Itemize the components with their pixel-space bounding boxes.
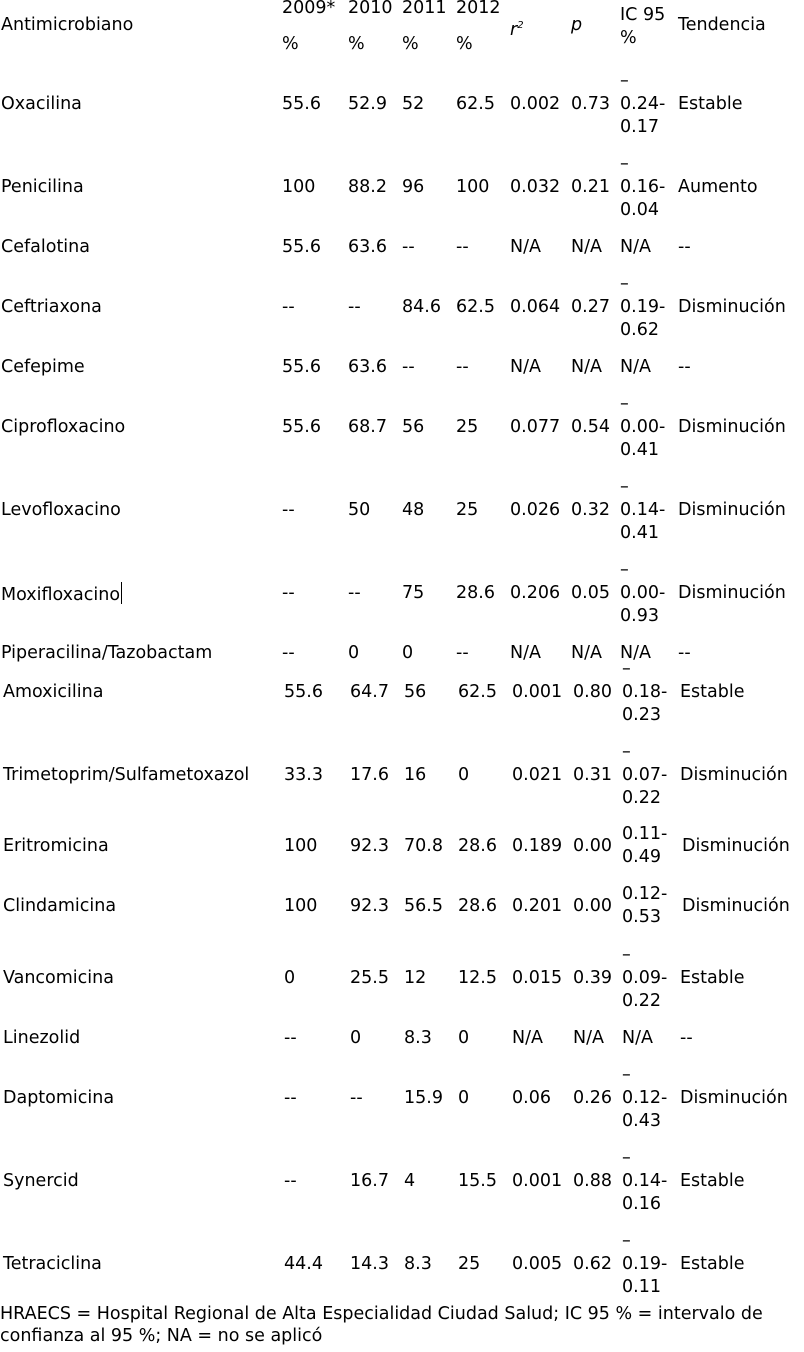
row-value-r2: N/A — [510, 643, 541, 663]
row-antimicrobiano: Cefepime — [1, 357, 85, 377]
row-value-2010: 14.3 — [350, 1254, 389, 1274]
row-value-r2: 0.026 — [510, 500, 561, 520]
row-value-r2: N/A — [510, 357, 541, 377]
row-value-tendencia: -- — [680, 1028, 693, 1048]
row-value-2010: 25.5 — [350, 968, 389, 988]
row-value-2010: 88.2 — [348, 177, 387, 197]
row-value-tendencia: Disminución — [678, 583, 786, 603]
row-value-2009: -- — [282, 583, 295, 603]
row-value-p: 0.31 — [573, 765, 612, 785]
row-value-2012: 12.5 — [458, 968, 497, 988]
row-value-r2: 0.002 — [510, 94, 561, 114]
row-value-2009: 33.3 — [284, 765, 323, 785]
row-value-tendencia: Estable — [680, 682, 745, 702]
row-value-2010: 63.6 — [348, 237, 387, 257]
row-value-r2: N/A — [512, 1028, 543, 1048]
row-antimicrobiano: Piperacilina/Tazobactam — [1, 643, 213, 663]
text-cursor — [121, 582, 122, 604]
row-value-r2: 0.077 — [510, 417, 561, 437]
row-value-p: 0.05 — [571, 583, 610, 603]
row-value-2009: -- — [282, 643, 295, 663]
col-header-2011-unit: % — [402, 34, 419, 54]
row-value-2009: 44.4 — [284, 1254, 323, 1274]
row-value-2009: -- — [282, 500, 295, 520]
row-value-r2: 0.064 — [510, 297, 561, 317]
col-header-2012-unit: % — [456, 34, 473, 54]
row-value-r2: N/A — [510, 237, 541, 257]
row-antimicrobiano: Synercid — [3, 1171, 79, 1191]
row-value-2010: 52.9 — [348, 94, 387, 114]
row-value-p: N/A — [571, 643, 602, 663]
row-value-tendencia: Disminución — [678, 297, 786, 317]
row-value-p: 0.00 — [573, 896, 612, 916]
row-value-2009: 55.6 — [282, 94, 321, 114]
row-value-2009: 55.6 — [282, 417, 321, 437]
row-value-tendencia: Aumento — [678, 177, 758, 197]
row-antimicrobiano: Moxifloxacino — [1, 582, 122, 607]
row-value-2011: 56 — [404, 682, 427, 702]
row-value-p: 0.54 — [571, 417, 610, 437]
row-value-ic95: – 0.00- 0.93 — [620, 560, 666, 626]
col-header-ic95: IC 95 % — [620, 5, 666, 48]
row-value-2011: 8.3 — [404, 1028, 432, 1048]
row-value-p: 0.80 — [573, 682, 612, 702]
row-value-p: 0.62 — [573, 1254, 612, 1274]
row-antimicrobiano: Ceftriaxona — [1, 297, 102, 317]
row-value-ic95: 0.12- 0.53 — [622, 884, 668, 927]
row-value-tendencia: -- — [678, 237, 691, 257]
row-value-r2: 0.001 — [512, 1171, 563, 1191]
row-value-2012: 15.5 — [458, 1171, 497, 1191]
row-value-2011: 8.3 — [404, 1254, 432, 1274]
row-value-2012: 25 — [458, 1254, 481, 1274]
row-value-2011: -- — [402, 237, 415, 257]
row-value-tendencia: Disminución — [678, 417, 786, 437]
row-value-r2: 0.189 — [512, 836, 563, 856]
row-value-2010: 17.6 — [350, 765, 389, 785]
row-value-2009: 100 — [284, 896, 318, 916]
row-value-ic95: – 0.16- 0.04 — [620, 154, 666, 220]
row-antimicrobiano: Oxacilina — [1, 94, 82, 114]
row-value-2011: 75 — [402, 583, 425, 603]
row-value-2009: -- — [284, 1088, 297, 1108]
row-value-2011: 52 — [402, 94, 425, 114]
row-antimicrobiano: Daptomicina — [3, 1088, 115, 1108]
row-value-ic95: – 0.07- 0.22 — [622, 742, 668, 808]
col-header-r2: $r^2$ — [510, 20, 524, 40]
row-value-p: 0.27 — [571, 297, 610, 317]
row-value-2010: 64.7 — [350, 682, 389, 702]
row-value-2012: 25 — [456, 500, 479, 520]
row-value-tendencia: Disminución — [682, 896, 790, 916]
row-value-ic95: – 0.18- 0.23 — [622, 659, 668, 725]
row-value-p: 0.88 — [573, 1171, 612, 1191]
row-value-tendencia: Estable — [678, 94, 743, 114]
row-value-2011: 70.8 — [404, 836, 443, 856]
row-value-tendencia: Disminución — [680, 1088, 788, 1108]
col-header-2012: 2012 — [456, 0, 501, 18]
row-antimicrobiano: Tetraciclina — [3, 1254, 102, 1274]
row-value-r2: 0.001 — [512, 682, 563, 702]
col-header-2011: 2011 — [402, 0, 447, 18]
row-value-2012: 0 — [458, 1028, 470, 1048]
row-antimicrobiano: Clindamicina — [3, 896, 117, 916]
col-header-2009: 2009* — [282, 0, 336, 18]
row-value-2011: 56 — [402, 417, 425, 437]
row-antimicrobiano: Ciprofloxacino — [1, 417, 126, 437]
row-value-2012: 28.6 — [456, 583, 495, 603]
row-value-2011: 96 — [402, 177, 425, 197]
row-value-2011: 56.5 — [404, 896, 443, 916]
row-value-2012: 0 — [458, 1088, 470, 1108]
row-value-ic95: N/A — [620, 357, 651, 377]
row-value-2010: 0 — [350, 1028, 362, 1048]
row-value-p: N/A — [571, 357, 602, 377]
row-value-tendencia: Disminución — [682, 836, 790, 856]
row-antimicrobiano: Penicilina — [1, 177, 84, 197]
row-value-p: N/A — [571, 237, 602, 257]
row-value-2009: -- — [284, 1028, 297, 1048]
row-value-2011: 12 — [404, 968, 427, 988]
row-value-ic95: – 0.09- 0.22 — [622, 945, 668, 1011]
row-value-p: N/A — [573, 1028, 604, 1048]
row-value-2012: 0 — [458, 765, 470, 785]
row-value-2009: 55.6 — [282, 237, 321, 257]
row-value-tendencia: Estable — [680, 1254, 745, 1274]
row-value-r2: 0.206 — [510, 583, 561, 603]
row-value-2010: 92.3 — [350, 836, 389, 856]
row-value-2010: 68.7 — [348, 417, 387, 437]
row-antimicrobiano: Trimetoprim/Sulfametoxazol — [3, 765, 250, 785]
row-value-ic95: N/A — [620, 237, 651, 257]
row-value-tendencia: Disminución — [680, 765, 788, 785]
col-header-p: p — [571, 15, 583, 35]
row-value-2009: 100 — [282, 177, 316, 197]
row-value-ic95: – 0.19- 0.62 — [620, 274, 666, 340]
row-antimicrobiano: Cefalotina — [1, 237, 90, 257]
row-value-2011: 0 — [402, 643, 414, 663]
row-value-r2: 0.015 — [512, 968, 563, 988]
col-header-2009-unit: % — [282, 34, 299, 54]
row-value-ic95: N/A — [622, 1028, 653, 1048]
row-value-p: 0.39 — [573, 968, 612, 988]
row-value-2010: -- — [348, 583, 361, 603]
row-value-2010: -- — [348, 297, 361, 317]
table-footnote: HRAECS = Hospital Regional de Alta Especialidad Ciudad Salud; IC 95 % = intervalo de confianza al 95 %; NA = no se aplicó — [0, 1304, 763, 1346]
row-value-2012: 62.5 — [458, 682, 497, 702]
row-value-2011: 16 — [404, 765, 427, 785]
col-header-antimicrobiano: Antimicrobiano — [1, 15, 134, 35]
row-value-r2: 0.201 — [512, 896, 563, 916]
row-value-2010: -- — [350, 1088, 363, 1108]
row-value-ic95: – 0.19- 0.11 — [622, 1231, 668, 1297]
col-header-2010-unit: % — [348, 34, 365, 54]
row-value-2011: 4 — [404, 1171, 416, 1191]
row-value-2012: 28.6 — [458, 836, 497, 856]
row-value-2012: -- — [456, 237, 469, 257]
row-value-p: 0.73 — [571, 94, 610, 114]
row-value-tendencia: Estable — [680, 968, 745, 988]
row-value-2011: 84.6 — [402, 297, 441, 317]
row-value-r2: 0.06 — [512, 1088, 551, 1108]
row-value-r2: 0.021 — [512, 765, 563, 785]
row-value-2012: -- — [456, 643, 469, 663]
row-value-p: 0.26 — [573, 1088, 612, 1108]
row-value-ic95: – 0.14- 0.16 — [622, 1148, 668, 1214]
row-value-2012: 62.5 — [456, 94, 495, 114]
row-value-2012: 100 — [456, 177, 490, 197]
row-value-p: 0.32 — [571, 500, 610, 520]
row-value-2009: 0 — [284, 968, 296, 988]
row-value-2010: 50 — [348, 500, 371, 520]
row-value-2009: -- — [282, 297, 295, 317]
row-value-ic95: N/A — [620, 643, 651, 663]
row-antimicrobiano: Vancomicina — [3, 968, 114, 988]
row-antimicrobiano: Amoxicilina — [3, 682, 104, 702]
row-value-ic95: – 0.00- 0.41 — [620, 394, 666, 460]
row-antimicrobiano: Levofloxacino — [1, 500, 121, 520]
col-header-tendencia: Tendencia — [678, 15, 766, 35]
row-value-2009: 55.6 — [284, 682, 323, 702]
row-value-2011: 15.9 — [404, 1088, 443, 1108]
row-value-2009: 100 — [284, 836, 318, 856]
row-value-2012: 62.5 — [456, 297, 495, 317]
row-value-2012: 25 — [456, 417, 479, 437]
row-value-p: 0.21 — [571, 177, 610, 197]
row-value-ic95: – 0.12- 0.43 — [622, 1065, 668, 1131]
row-value-2012: 28.6 — [458, 896, 497, 916]
row-value-ic95: – 0.24- 0.17 — [620, 71, 666, 137]
col-header-2010: 2010 — [348, 0, 393, 18]
row-value-2010: 16.7 — [350, 1171, 389, 1191]
row-value-ic95: 0.11- 0.49 — [622, 824, 668, 867]
row-value-2011: -- — [402, 357, 415, 377]
row-value-2010: 0 — [348, 643, 360, 663]
row-value-2010: 63.6 — [348, 357, 387, 377]
row-value-2009: 55.6 — [282, 357, 321, 377]
row-value-2011: 48 — [402, 500, 425, 520]
row-value-ic95: – 0.14- 0.41 — [620, 477, 666, 543]
row-value-tendencia: Disminución — [678, 500, 786, 520]
row-value-r2: 0.005 — [512, 1254, 563, 1274]
row-value-2012: -- — [456, 357, 469, 377]
row-value-2010: 92.3 — [350, 896, 389, 916]
row-value-r2: 0.032 — [510, 177, 561, 197]
row-value-tendencia: Estable — [680, 1171, 745, 1191]
row-value-p: 0.00 — [573, 836, 612, 856]
row-value-2009: -- — [284, 1171, 297, 1191]
row-antimicrobiano: Linezolid — [3, 1028, 81, 1048]
row-value-tendencia: -- — [678, 357, 691, 377]
row-value-tendencia: -- — [678, 643, 691, 663]
row-antimicrobiano: Eritromicina — [3, 836, 109, 856]
